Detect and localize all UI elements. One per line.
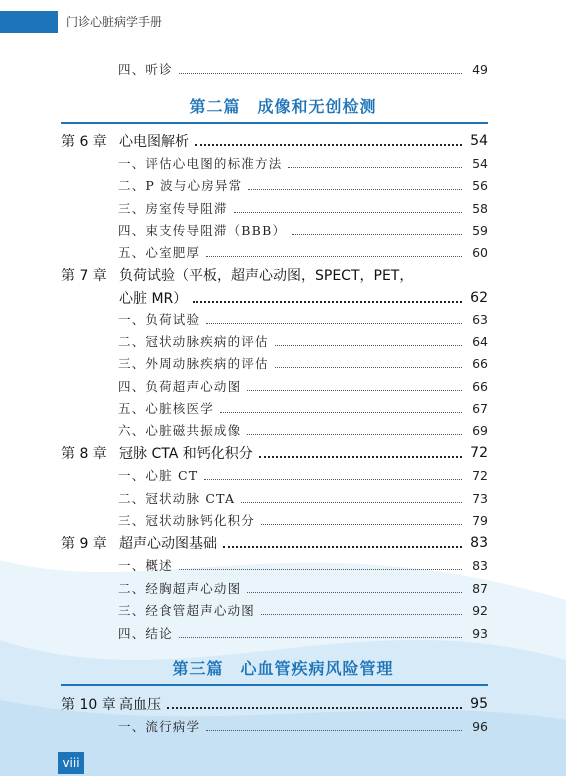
section-page-number: 83 bbox=[472, 557, 488, 573]
dot-leader bbox=[179, 637, 462, 638]
toc-section-entry[interactable] bbox=[118, 420, 488, 440]
dot-leader bbox=[206, 323, 462, 324]
dot-leader bbox=[206, 730, 462, 731]
part-heading: 第三篇 心血管疾病风险管理 bbox=[172, 659, 394, 678]
section-title: 四、结论 bbox=[118, 626, 173, 641]
dot-leader bbox=[234, 212, 462, 213]
dot-leader bbox=[275, 367, 462, 368]
toc-chapter-entry[interactable] bbox=[61, 694, 488, 714]
toc-section-entry[interactable] bbox=[118, 242, 488, 262]
toc-chapter-entry[interactable] bbox=[61, 131, 488, 151]
dot-leader bbox=[247, 592, 462, 593]
chapter-title: 冠脉 CTA 和钙化积分 bbox=[119, 446, 253, 462]
dot-leader bbox=[248, 189, 462, 190]
section-title: 一、心脏 CT bbox=[118, 468, 199, 483]
dot-leader bbox=[292, 234, 462, 235]
toc-chapter-entry[interactable] bbox=[61, 533, 488, 553]
section-page-number: 64 bbox=[472, 333, 488, 349]
section-page-number: 49 bbox=[472, 61, 488, 77]
section-title: 一、负荷试验 bbox=[118, 312, 201, 327]
dot-leader bbox=[288, 167, 462, 168]
section-title: 二、冠状动脉疾病的评估 bbox=[118, 334, 269, 349]
section-page-number: 66 bbox=[472, 355, 488, 371]
toc-section-entry[interactable] bbox=[118, 353, 488, 373]
section-title: 三、冠状动脉钙化积分 bbox=[118, 513, 256, 528]
toc-section-entry[interactable] bbox=[118, 59, 488, 79]
chapter-title-line2: 心脏 MR） bbox=[119, 291, 188, 307]
chapter-page-number: 95 bbox=[470, 696, 488, 712]
toc-section-entry[interactable] bbox=[118, 465, 488, 485]
chapter-number: 第 8 章 bbox=[61, 446, 107, 462]
dot-leader bbox=[195, 144, 462, 146]
toc-section-entry[interactable] bbox=[118, 510, 488, 530]
chapter-page-number: 62 bbox=[470, 290, 488, 306]
dot-leader bbox=[241, 502, 462, 503]
section-page-number: 73 bbox=[472, 490, 488, 506]
chapter-page-number: 72 bbox=[470, 445, 488, 461]
dot-leader bbox=[261, 524, 462, 525]
chapter-number: 第 7 章 bbox=[61, 268, 107, 284]
section-page-number: 72 bbox=[472, 467, 488, 483]
chapter-number: 第 9 章 bbox=[61, 536, 107, 552]
section-title: 三、房室传导阻滞 bbox=[118, 201, 228, 216]
section-title: 四、负荷超声心动图 bbox=[118, 379, 242, 394]
section-page-number: 92 bbox=[472, 602, 488, 618]
section-title: 五、心脏核医学 bbox=[118, 401, 214, 416]
section-page-number: 66 bbox=[472, 378, 488, 394]
chapter-title: 超声心动图基础 bbox=[119, 536, 217, 552]
toc-section-entry[interactable] bbox=[118, 578, 488, 598]
chapter-page-number: 83 bbox=[470, 535, 488, 551]
toc-section-entry[interactable] bbox=[118, 716, 488, 736]
dot-leader bbox=[206, 256, 462, 257]
dot-leader bbox=[259, 456, 462, 458]
dot-leader bbox=[261, 614, 462, 615]
part-divider bbox=[61, 684, 488, 686]
dot-leader bbox=[247, 434, 462, 435]
toc-section-entry[interactable] bbox=[118, 175, 488, 195]
dot-leader bbox=[179, 73, 462, 74]
section-title: 四、听诊 bbox=[118, 62, 173, 77]
section-page-number: 63 bbox=[472, 311, 488, 327]
section-title: 三、外周动脉疾病的评估 bbox=[118, 356, 269, 371]
toc-section-entry[interactable] bbox=[118, 331, 488, 351]
chapter-number: 第 6 章 bbox=[61, 134, 107, 150]
section-page-number: 79 bbox=[472, 512, 488, 528]
part-heading: 第二篇 成像和无创检测 bbox=[189, 97, 377, 116]
section-page-number: 59 bbox=[472, 222, 488, 238]
dot-leader bbox=[220, 412, 462, 413]
section-title: 二、经胸超声心动图 bbox=[118, 581, 242, 596]
section-page-number: 93 bbox=[472, 625, 488, 641]
toc-chapter-entry[interactable] bbox=[61, 443, 488, 463]
toc-section-entry[interactable] bbox=[118, 555, 488, 575]
page-number: viii bbox=[58, 752, 84, 774]
section-page-number: 56 bbox=[472, 177, 488, 193]
dot-leader bbox=[204, 479, 462, 480]
section-title: 一、评估心电图的标准方法 bbox=[118, 156, 283, 171]
section-page-number: 60 bbox=[472, 244, 488, 260]
section-page-number: 69 bbox=[472, 422, 488, 438]
toc-section-entry[interactable] bbox=[118, 220, 488, 240]
toc-chapter-entry-line1[interactable] bbox=[61, 265, 413, 285]
dot-leader bbox=[167, 707, 462, 709]
chapter-title: 高血压 bbox=[119, 697, 161, 713]
section-page-number: 87 bbox=[472, 580, 488, 596]
toc-section-entry[interactable] bbox=[118, 153, 488, 173]
section-page-number: 58 bbox=[472, 200, 488, 216]
section-title: 四、束支传导阻滞（BBB） bbox=[118, 223, 287, 238]
section-page-number: 54 bbox=[472, 155, 488, 171]
dot-leader bbox=[193, 301, 462, 303]
dot-leader bbox=[223, 546, 462, 548]
toc-chapter-entry-line2[interactable] bbox=[119, 288, 488, 308]
section-title: 一、概述 bbox=[118, 558, 173, 573]
dot-leader bbox=[247, 390, 462, 391]
section-page-number: 96 bbox=[472, 718, 488, 734]
section-title: 六、心脏磁共振成像 bbox=[118, 423, 242, 438]
toc-section-entry[interactable] bbox=[118, 309, 488, 329]
section-title: 三、经食管超声心动图 bbox=[118, 603, 256, 618]
toc-section-entry[interactable] bbox=[118, 600, 488, 620]
toc-section-entry[interactable] bbox=[118, 623, 488, 643]
toc-section-entry[interactable] bbox=[118, 398, 488, 418]
section-page-number: 67 bbox=[472, 400, 488, 416]
toc-section-entry[interactable] bbox=[118, 198, 488, 218]
chapter-number: 第 10 章 bbox=[61, 697, 116, 713]
toc-section-entry[interactable] bbox=[118, 488, 488, 508]
chapter-title: 心电图解析 bbox=[119, 134, 189, 150]
toc-section-entry[interactable] bbox=[118, 376, 488, 396]
section-title: 二、冠状动脉 CTA bbox=[118, 491, 236, 506]
part-divider bbox=[61, 122, 488, 124]
section-title: 五、心室肥厚 bbox=[118, 245, 201, 260]
section-title: 二、P 波与心房异常 bbox=[118, 178, 243, 193]
book-title: 门诊心脏病学手册 bbox=[66, 15, 163, 29]
section-title: 一、流行病学 bbox=[118, 719, 201, 734]
dot-leader bbox=[179, 569, 462, 570]
chapter-page-number: 54 bbox=[470, 133, 488, 149]
dot-leader bbox=[275, 345, 462, 346]
chapter-title-line1: 负荷试验（平板，超声心动图，SPECT，PET， bbox=[119, 268, 414, 284]
